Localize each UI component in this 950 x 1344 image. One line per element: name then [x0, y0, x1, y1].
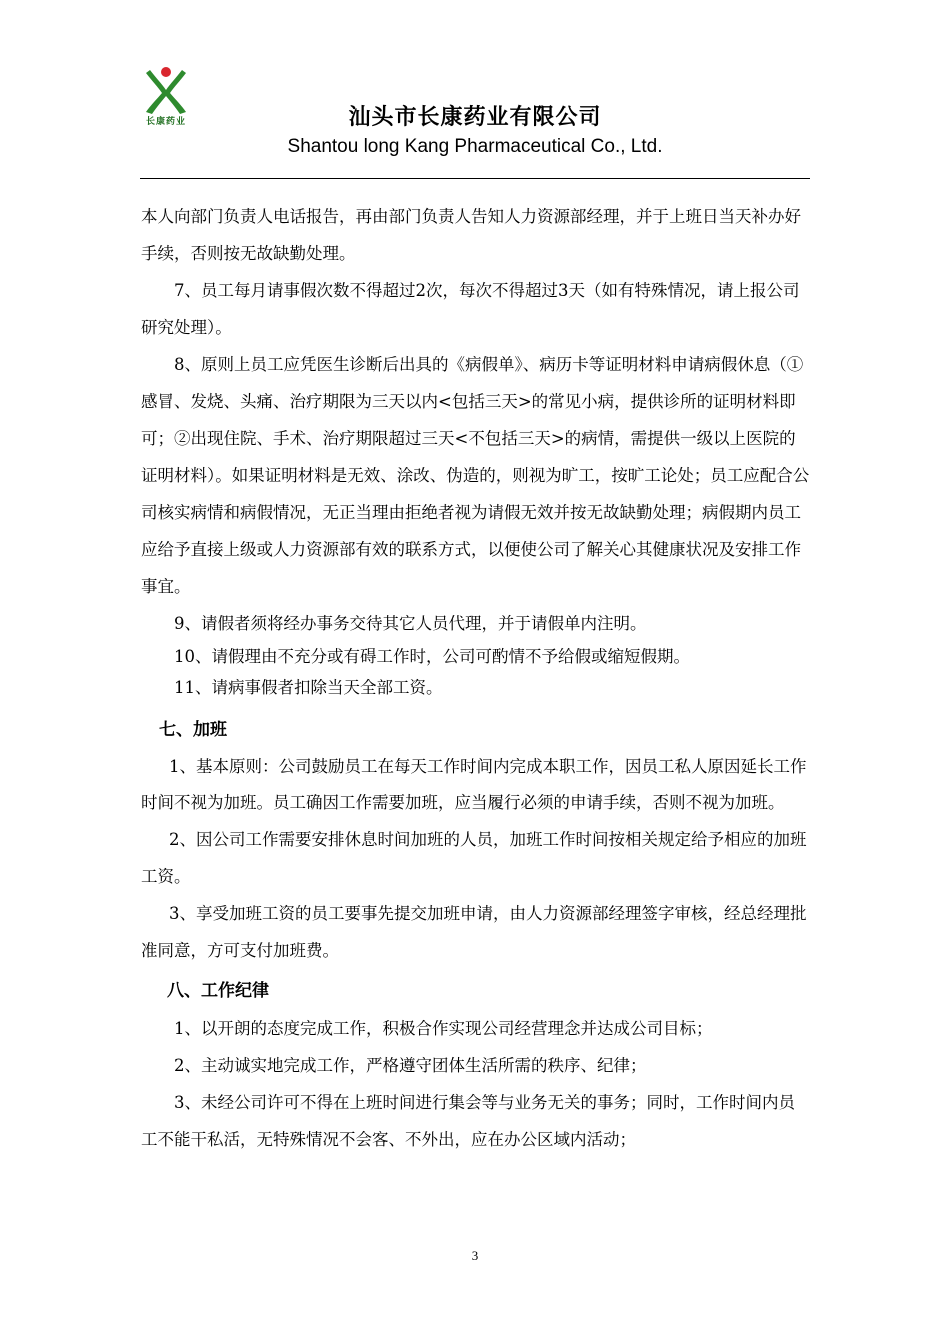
section-heading-overtime: 七、加班	[159, 720, 227, 740]
company-name-english: Shantou long Kang Pharmaceutical Co., Ltd.	[287, 136, 663, 157]
discipline-item-1: 1、以开朗的态度完成工作，积极合作实现公司经营理念并达成公司目标；	[174, 1019, 713, 1038]
document-body	[141, 198, 811, 1158]
overtime-item-1: 1、基本原则：公司鼓励员工在每天工作时间内完成本职工作，因员工私人原因延长工作时间不视为加班。员工确因工作需要加班，应当履行必须的申请手续，否则不视为加班。	[141, 757, 807, 812]
discipline-item-2: 2、主动诚实地完成工作，严格遵守团体生活所需的秩序、纪律；	[174, 1056, 647, 1075]
paragraph-item-10: 10、请假理由不充分或有碍工作时，公司可酌情不予给假或缩短假期。	[174, 647, 690, 666]
company-name-chinese: 汕头市长康药业有限公司	[348, 105, 602, 130]
paragraph-item-7: 7、员工每月请事假次数不得超过2次，每次不得超过3天（如有特殊情况，请上报公司研究处理）。	[141, 281, 800, 337]
logo-text: 长康药业	[145, 117, 186, 127]
overtime-item-2: 2、因公司工作需要安排休息时间加班的人员，加班工作时间按相关规定给予相应的加班工资。	[141, 830, 807, 886]
header-divider	[140, 178, 810, 179]
overtime-item-3: 3、享受加班工资的员工要事先提交加班申请，由人力资源部经理签字审核，经总经理批准同意，方可支付加班费。	[141, 904, 807, 960]
paragraph-item-8: 8、原则上员工应凭医生诊断后出具的《病假单》、病历卡等证明材料申请病假休息（①感冒、发烧、头痛、治疗期限为三天以内<包括三天>的常见小病，提供诊所的证明材料即可；②出现住院、手术、治疗期限超过三天<不包括三天>的病情，需提供一级以上医院的证明材料）。如果证明材料是无效、涂改、伪造的，则视为旷工，按旷工论处；员工应配合公司核实病情和病假情况，无正当理由拒绝者视为请假无效并按无故缺勤处理；病假期内员工应给予直接上级或人力资源部有效的联系方式，以便使公司了解关心其健康状况及安排工作事宜。	[141, 355, 810, 596]
paragraph-item-9: 9、请假者须将经办事务交待其它人员代理，并于请假单内注明。	[174, 614, 647, 633]
page-header	[0, 0, 950, 180]
page-number: 3	[471, 1248, 479, 1263]
discipline-item-3: 3、未经公司许可不得在上班时间进行集会等与业务无关的事务；同时，工作时间内员工不能干私活，无特殊情况不会客、不外出，应在办公区域内活动；	[141, 1093, 795, 1149]
paragraph-item-11: 11、请病事假者扣除当天全部工资。	[174, 678, 443, 697]
section-heading-discipline: 八、工作纪律	[167, 981, 269, 1001]
paragraph-continuation: 本人向部门负责人电话报告，再由部门负责人告知人力资源部经理，并于上班日当天补办好手续，否则按无故缺勤处理。	[141, 207, 801, 263]
